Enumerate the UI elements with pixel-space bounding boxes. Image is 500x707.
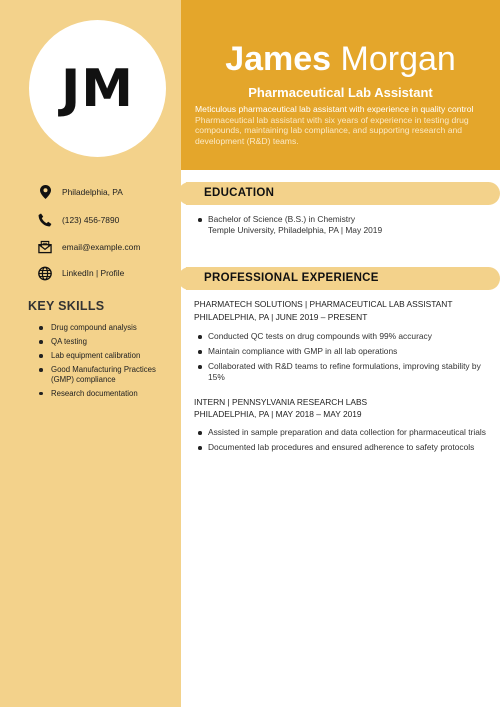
skills-heading: KEY SKILLS [28,299,105,313]
job-bullet: Documented lab procedures and ensured adherence to safety protocols [196,442,486,453]
job-bullet: Conducted QC tests on drug compounds with 99% accuracy [196,331,486,342]
education-list [196,214,486,240]
skill-item: Lab equipment calibration [38,351,178,361]
links-text[interactable]: LinkedIn | Profile [62,268,125,278]
summary-line-2: Pharmaceutical lab assistant with six years of experience in testing drug compounds, maintaining lab compliance, and supporting research and development (R&D) teams. [195,114,469,146]
skills-list [38,323,178,403]
job-title: Pharmaceutical Lab Assistant [248,85,433,100]
location-text: Philadelphia, PA [62,187,123,197]
phone-text[interactable]: (123) 456-7890 [62,215,120,225]
education-heading-bar [186,182,500,205]
phone-icon [38,213,52,227]
education-item [196,214,486,236]
summary [195,104,485,146]
degree: Bachelor of Science (B.S.) in Chemistry [208,214,356,224]
skill-item: QA testing [38,337,178,347]
first-name: James [225,40,332,78]
skill-item: Research documentation [38,389,178,399]
map-pin-icon [38,185,52,199]
experience-heading-bar [186,267,500,290]
email-text[interactable]: email@example.com [62,242,141,252]
job-meta: PHILADELPHIA, PA | MAY 2018 – MAY 2019 [194,409,362,419]
skill-item: Good Manufacturing Practices (GMP) compliance [38,365,178,384]
job-header: PHARMATECH SOLUTIONS | PHARMACEUTICAL LAB ASSISTANT [194,299,453,309]
initials: JM [60,58,135,119]
last-name: Morgan [340,40,456,78]
school: Temple University, Philadelphia, PA | May 2019 [208,225,383,235]
skill-item: Drug compound analysis [38,323,178,333]
experience-heading: PROFESSIONAL EXPERIENCE [204,272,379,284]
job-header: INTERN | PENNSYLVANIA RESEARCH LABS [194,397,368,407]
envelope-icon [38,240,52,254]
contact-phone[interactable] [38,213,178,227]
contact-email[interactable] [38,240,178,254]
job-bullets [196,427,486,457]
job-bullets [196,331,486,387]
contact-location [38,185,178,199]
job-bullet: Maintain compliance with GMP in all lab operations [196,346,486,357]
job-meta: PHILADELPHIA, PA | JUNE 2019 – PRESENT [194,312,368,322]
job-bullet: Assisted in sample preparation and data collection for pharmaceutical trials [196,427,486,438]
summary-line-1: Meticulous pharmaceutical lab assistant with experience in quality control [195,104,474,114]
contact-links[interactable] [38,266,178,280]
education-heading: EDUCATION [204,187,275,199]
initials-badge [29,20,166,157]
globe-icon [38,266,52,280]
candidate-name [181,40,500,78]
job-bullet: Collaborated with R&D teams to refine formulations, improving stability by 15% [196,361,486,383]
